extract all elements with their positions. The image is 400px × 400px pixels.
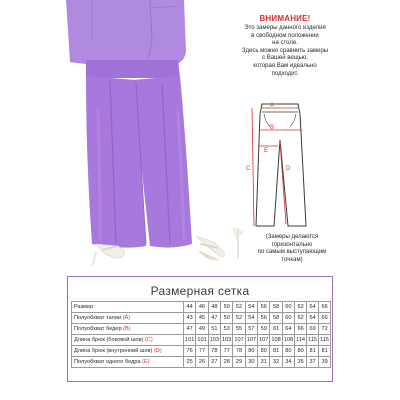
size-chart-title: Размерная сетка: [150, 284, 250, 298]
table-cell: 103: [208, 335, 220, 346]
table-cell: 55: [233, 324, 245, 335]
size-header-cell: 48: [208, 302, 220, 313]
measure-line-c: [252, 108, 254, 226]
table-cell: 37: [307, 357, 319, 368]
table-cell: 64: [307, 313, 319, 324]
table-cell: 77: [221, 346, 233, 357]
row-code: (E): [142, 359, 150, 365]
row-label-text: Полуобхват талии: [74, 315, 122, 321]
size-header-cell: 44: [184, 302, 196, 313]
table-cell: 81: [307, 346, 319, 357]
table-cell: 47: [184, 324, 196, 335]
table-cell: 35: [295, 357, 307, 368]
table-cell: 57: [245, 324, 257, 335]
diagram-label-e: E: [264, 148, 269, 154]
table-cell: 69: [307, 324, 319, 335]
table-cell: 25: [184, 357, 196, 368]
table-row-inner-seam: [72, 346, 331, 357]
table-cell: 43: [184, 313, 196, 324]
row-code: (D): [153, 348, 162, 354]
jacket-hem: [66, 0, 186, 65]
notice-line: которая Вам идеально: [253, 62, 317, 69]
size-header-label: Размер: [72, 302, 184, 313]
notice-title: ВНИМАНИЕ!: [259, 14, 311, 23]
row-label: [72, 324, 184, 335]
table-cell: 115: [319, 335, 331, 346]
size-header-row: [72, 302, 331, 313]
table-cell: 78: [233, 346, 245, 357]
table-cell: 45: [196, 313, 208, 324]
diagram-label-b: B: [270, 125, 275, 131]
table-cell: 32: [270, 357, 282, 368]
table-cell: 81: [319, 346, 331, 357]
trousers-measurement-diagram: [246, 100, 316, 230]
row-label-text: Длина брюк (боковой шов): [74, 337, 144, 343]
table-cell: 115: [307, 335, 319, 346]
size-header-cell: 46: [196, 302, 208, 313]
table-cell: 50: [221, 313, 233, 324]
diagram-label-c: C: [246, 166, 251, 172]
table-cell: 108: [270, 335, 282, 346]
table-cell: 80: [245, 346, 257, 357]
note-line: горизонтально: [271, 241, 313, 248]
table-cell: 54: [245, 313, 257, 324]
table-cell: 80: [295, 346, 307, 357]
size-header-cell: 54: [245, 302, 257, 313]
table-cell: 28: [221, 357, 233, 368]
table-cell: 34: [282, 357, 294, 368]
row-label-text: Длина брюк (внутренний шов): [74, 348, 153, 354]
table-cell: 80: [258, 346, 270, 357]
notice-line: Здесь можно сравнить замеры: [241, 47, 329, 54]
table-cell: 101: [196, 335, 208, 346]
size-header-cell: 50: [221, 302, 233, 313]
size-header-cell: 58: [270, 302, 282, 313]
row-label: [72, 346, 184, 357]
notice-line: на столе.: [272, 40, 298, 47]
table-cell: 77: [196, 346, 208, 357]
table-cell: 53: [221, 324, 233, 335]
notice-line: с Вашей вещью,: [262, 55, 308, 62]
table-cell: 27: [208, 357, 220, 368]
table-cell: 108: [282, 335, 294, 346]
table-cell: 78: [208, 346, 220, 357]
row-label-text: Полуобхват одного бедра: [74, 359, 141, 365]
table-cell: 101: [184, 335, 196, 346]
row-label-text: Полуобхват бедер: [74, 326, 122, 332]
notice-line: подходит.: [271, 70, 299, 77]
row-code: (C): [144, 337, 153, 343]
trousers-waistband: [86, 60, 180, 78]
table-cell: 26: [196, 357, 208, 368]
table-cell: 80: [282, 346, 294, 357]
table-cell: 107: [233, 335, 245, 346]
note-line: по самым выступающим: [257, 249, 327, 256]
table-cell: 66: [295, 324, 307, 335]
measurement-note: [237, 234, 347, 264]
table-cell: 72: [319, 324, 331, 335]
row-code: (A): [122, 315, 131, 321]
table-cell: 59: [258, 324, 270, 335]
notice-text: [226, 25, 344, 78]
table-cell: 81: [270, 346, 282, 357]
table-cell: 62: [295, 313, 307, 324]
notice-line: Это замеры данного изделия: [244, 25, 326, 31]
size-header-cell: 64: [307, 302, 319, 313]
table-cell: 66: [319, 313, 331, 324]
size-header-cell: 56: [258, 302, 270, 313]
row-label: [72, 313, 184, 324]
table-row-hips: [72, 324, 331, 335]
table-cell: 76: [184, 346, 196, 357]
row-code: (B): [123, 326, 131, 332]
size-header-cell: 52: [233, 302, 245, 313]
size-header-cell: 60: [282, 302, 294, 313]
table-cell: 51: [208, 324, 220, 335]
size-table: [71, 301, 331, 368]
table-cell: 30: [245, 357, 257, 368]
table-cell: 52: [233, 313, 245, 324]
table-cell: 107: [258, 335, 270, 346]
size-chart: [67, 276, 333, 382]
table-cell: 61: [270, 324, 282, 335]
table-row-side-seam: [72, 335, 331, 346]
size-header-cell: 62: [295, 302, 307, 313]
table-cell: 29: [233, 357, 245, 368]
measurement-notice: [226, 14, 344, 78]
table-cell: 39: [319, 357, 331, 368]
diagram-label-d: D: [286, 166, 291, 172]
table-cell: 114: [295, 335, 307, 346]
table-cell: 58: [270, 313, 282, 324]
table-cell: 64: [282, 324, 294, 335]
note-line: точкам): [281, 256, 303, 263]
size-header-cell: 66: [319, 302, 331, 313]
table-row-waist: [72, 313, 331, 324]
note-line: (Замеры делаются: [265, 234, 319, 240]
row-label: [72, 335, 184, 346]
table-cell: 107: [245, 335, 257, 346]
table-cell: 49: [196, 324, 208, 335]
table-cell: 31: [258, 357, 270, 368]
table-cell: 47: [208, 313, 220, 324]
table-cell: 103: [221, 335, 233, 346]
row-label: [72, 357, 184, 368]
table-cell: 56: [258, 313, 270, 324]
notice-line: в свободном положении: [251, 32, 319, 39]
table-cell: 60: [282, 313, 294, 324]
table-row-thigh: [72, 357, 331, 368]
diagram-label-a: A: [270, 103, 275, 109]
